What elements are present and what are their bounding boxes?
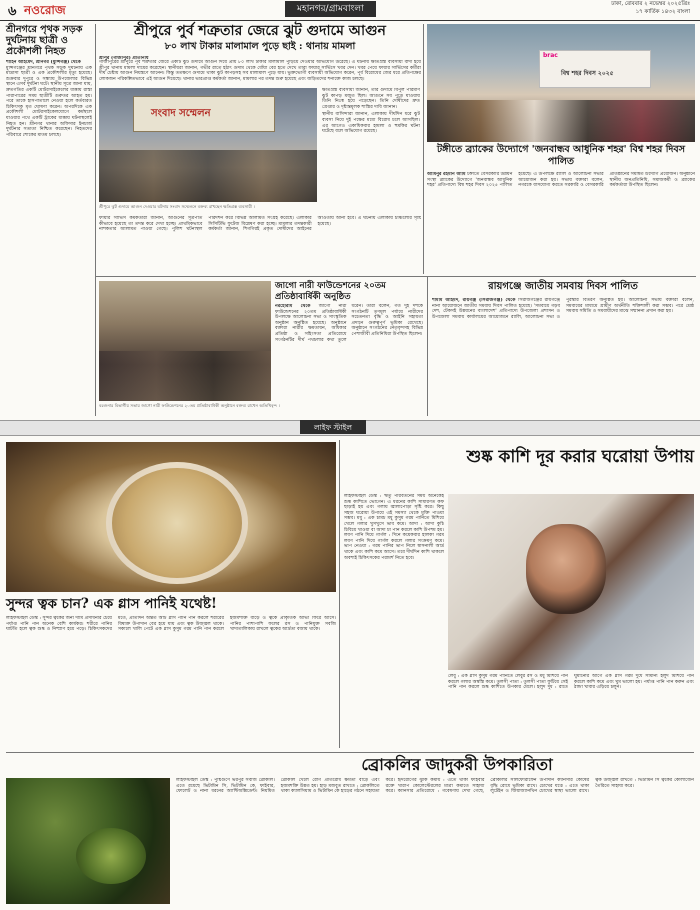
dateline: ঢাকা, রোববার ২ নভেম্বর ২০২৫খ্রিঃ [611, 1, 690, 7]
section-label: মহানগর/গ্রামবাংলা [285, 1, 376, 17]
broccoli-body: লাইফস্টাইল ডেস্ক : পুষ্টিগুণে ভরপুর সবজি ব্রোকলি। এতে রয়েছে ভিটামিন সি, ভিটামিন কে, ফাইবার, ফোলেট ও নানা ধরনের অ্যান্টিঅক্সিডেন্ট। নিয়মিত ব্রোকলি খেলে রোগ প্রতিরোধ ক্ষমতা বাড়ে এবং হজমশক্তি উন্নত হয়। হাড় মজবুত রাখতে : ব্রোকলিতে থাকা ক্যালসিয়াম ও ভিটামিন কে হাড়ের গঠনে সহায়তা করে। হৃদরোগের ঝুঁকি কমায় : এতে থাকা ফাইবার রক্তে খারাপ কোলেস্টেরলের মাত্রা কমাতে সাহায্য করে। ক্যানসার প্রতিরোধে : গবেষণায় দেখা গেছে, ব্রোকলির সালফোরাফেন উপাদান ক্যানসার কোষের বৃদ্ধি রোধে ভূমিকা রাখে। চোখের যত্নে : এতে থাকা লুটেইন ও জিয়াজ্যানথিন চোখের স্বাস্থ্য ভালো রাখে। ত্বক উজ্জ্বল রাখতে : ভিটামিন সি ত্বকের কোলাজেন তৈরিতে সাহায্য করে। [176, 778, 694, 795]
brac-banner-text: বিশ্ব শহর দিবস ২০২৫ [561, 70, 614, 77]
lead-byline: শ্রীপুর (গাজীপুর) প্রতিনিধি [99, 56, 149, 61]
naari-dateline: নরহোরাম থেকে [275, 304, 311, 309]
naari-photo-caption: বরগুনার বিভাগীয় সভায় জাগো নারী ফাউন্ডেশনের ২০তম প্রতিষ্ঠাবার্ষিকী অনুষ্ঠানে বক্তব্য রাখেন অতিথিবৃন্দ । [99, 403, 280, 408]
page-number: ৬ [8, 4, 17, 19]
water-glass-photo [6, 442, 336, 592]
raipur-byline: শামীম আহমদ, রায়গঞ্জ (সিরাজগঞ্জ) থেকে [432, 298, 516, 303]
brac-byline: আমিনুর রহমান আমি [427, 172, 466, 177]
brac-rally-photo [427, 24, 695, 142]
naari-body [275, 304, 423, 412]
lead-body-right: ক্ষতিগ্রস্ত ব্যবসায়ী জানান, তার গুদামে বিপুল পরিমাণ ঝুট কাপড় মজুত ছিল। আগুনে সব পুড়ে যাওয়ায় তিনি নিঃস্ব হয়ে পড়েছেন। তিনি দোষীদের দ্রুত গ্রেপ্তার ও দৃষ্টান্তমূলক শাস্তির দাবি জানান। স্থানীয় বাসিন্দারা জানান, এলাকায় দীর্ঘদিন ধরে ঝুট ব্যবসা নিয়ে দুই পক্ষের মধ্যে বিরোধ চলে আসছিল। এর আগেও একাধিকবার হামলা ও হুমকির ঘটনা ঘটেছে বলে অভিযোগ রয়েছে। [322, 88, 420, 135]
woman-coughing-photo [448, 494, 694, 670]
left-story-body: মুন্সিগঞ্জের শ্রীনগরে পৃথক সড়ক দুর্ঘটনায় এক মাদ্রাসা ছাত্রী ও এক প্রকৌশলীর মৃত্যু হয়েছে। শুক্রবার দুপুরে ও সন্ধ্যায় উপজেলার বিভিন্ন স্থানে এসব দুর্ঘটনা ঘটে। স্থানীয় সূত্রে জানা যায়, দ্রুতগতির একটি মোটরসাইকেলের ধাক্কায় রাস্তা পারাপারের সময় ছাত্রীটি গুরুতর আহত হয়। পরে তাকে হাসপাতালে নেওয়া হলে কর্তব্যরত চিকিৎসক মৃত ঘোষণা করেন। অপরদিকে এক প্রকৌশলী মোটরসাইকেলযোগে কর্মস্থলে যাওয়ার পথে একটি ট্রাকের ধাক্কায় ঘটনাস্থলেই নিহত হন। শ্রীনগর থানার অফিসার ইনচার্জ দুর্ঘটনার সত্যতা নিশ্চিত করেছেন। নিহতদের পরিবারে শোকের মাতম চলছে। [6, 65, 92, 138]
lead-subheadline: ৮০ লাখ টাকার মালামাল পুড়ে ছাই : থানায় মামলা [164, 41, 356, 52]
raipur-headline: রায়গঞ্জে জাতীয় সমবায় দিবস পালিত [488, 281, 638, 292]
broccoli-photo [6, 778, 170, 904]
brac-body [427, 172, 695, 272]
brac-body-text: টঙ্গীতে বেসরকারি উন্নয়ন সংস্থা ব্র্যাকের উদ্যোগে 'জনবান্ধব আধুনিক শহর' প্রতিপাদ্যে বিশ্ব শহর দিবস ২০২৫ পালিত হয়েছে। এ উপলক্ষে র‌্যালি ও আলোচনা সভার আয়োজন করা হয়। সভায় বক্তারা বলেন, নগরকে বাসযোগ্য করতে সরকারি ও বেসরকারি প্রতিষ্ঠানের সমন্বিত উদ্যোগ প্রয়োজন। অনুষ্ঠানে স্থানীয় জনপ্রতিনিধি, সমাজকর্মী ও ব্র্যাকের কর্মকর্তারা উপস্থিত ছিলেন। [427, 172, 695, 189]
naari-meeting-photo [99, 281, 271, 401]
cough-body: লাইফস্টাইল ডেস্ক : ঋতু পরিবর্তনের সময় অনেকেই শুষ্ক কাশিতে ভোগেন। এ ধরনের কাশি সাধারণত কফ ছাড়াই হয় এবং গলায় জ্বালাপোড়া সৃষ্টি করে। কিছু সহজ ঘরোয়া উপায়ে এই সমস্যা থেকে মুক্তি পাওয়া সম্ভব। মধু : এক চামচ মধু কুসুম গরম পানিতে মিশিয়ে খেলে গলার খুসখুসে ভাব কমে। আদা : আদা কুচি চিবিয়ে খাওয়া বা আদা চা পান করলে কাশি উপশম হয়। লবণ পানি দিয়ে গার্গল : দিনে কয়েকবার হালকা গরম লবণ পানি দিয়ে গার্গল করলে গলার সংক্রমণ কমে। ভাপ নেওয়া : গরম পানির ভাপ নিলে শ্বাসনালী আর্দ্র থাকে এবং কাশি কমে আসে। তবে দীর্ঘদিন কাশি থাকলে অবশ্যই চিকিৎসকের পরামর্শ নিতে হবে। [344, 494, 444, 561]
lifestyle-band [0, 420, 700, 436]
newspaper-logo: নওরোজ [24, 3, 66, 17]
lead-photo-caption: শ্রীপুরে ঝুট গুদামে আগুন দেওয়ার ঘটনায় সংবাদ সম্মেলনে বক্তব্য রাখছেন ক্ষতিগ্রস্ত ব্যবসায়ী । [99, 204, 255, 209]
left-story [6, 24, 92, 418]
banner-text: সংবাদ সম্মেলন [151, 108, 211, 119]
raipur-body [432, 298, 694, 416]
broccoli-headline: ব্রোকলির জাদুকরী উপকারিতা [361, 755, 553, 774]
cough-headline: শুষ্ক কাশি দূর করার ঘরোয়া উপায় [466, 447, 694, 467]
lead-headline: শ্রীপুরে পুর্ব শত্রুতার জেরে ঝুট গুদামে আগুন [134, 23, 386, 39]
lead-body-lower: ফায়ার সার্ভিস কর্মকর্তারা জানান, আগুনের সূত্রপাত কীভাবে হয়েছে তা তদন্ত করে দেখা হচ্ছে। প্রাথমিকভাবে নাশকতার আলামত পাওয়া গেছে। পুলিশ ঘটনাস্থল পরিদর্শন করে বিভিন্ন আলামত সংগ্রহ করেছে। এলাকার সিসিটিভি ফুটেজ বিশ্লেষণ করা হচ্ছে। মামলার তদন্তকারী কর্মকর্তা জানান, শিগগিরই প্রকৃত দোষীদের আইনের আওতায় আনা হবে। এ ঘটনায় এলাকায় চাঞ্চল্যের সৃষ্টি হয়েছে। [99, 216, 421, 233]
date-bengali: ১৭ কার্তিক ১৪৩২ বাংলা [635, 9, 690, 15]
naari-body-text: জাগো নারী ফাউন্ডেশনের ২০তম প্রতিষ্ঠাবার্ষিকী উপলক্ষে আলোচনা সভা ও সাংস্কৃতিক অনুষ্ঠান অনুষ্ঠিত হয়েছে। অনুষ্ঠানে বক্তারা নারীর ক্ষমতায়ন, অধিকার প্রতিষ্ঠা ও সহিংসতা প্রতিরোধে সংগঠনটির দীর্ঘ পথচলার কথা তুলে ধরেন। তারা বলেন, গত দুই দশকে সংগঠনটি তৃণমূল পর্যায়ে নারীদের সচেতনতা বৃদ্ধি ও আইনি সহায়তা প্রদানে গুরুত্বপূর্ণ ভূমিকা রেখেছে। অনুষ্ঠানে সংগঠনের নেতৃবৃন্দসহ বিভিন্ন পেশাজীবী প্রতিনিধিরা উপস্থিত ছিলেন। [275, 304, 423, 343]
left-story-headline: শ্রীনগরে পৃথক সড়ক দুর্ঘটনায় ছাত্রী ও প্রকৌশলী নিহত [6, 24, 83, 57]
lifestyle-label: লাইফ স্টাইল [300, 420, 366, 434]
naari-headline: জাগো নারী ফাউন্ডেশনের ২০তম প্রতিষ্ঠাবার্ষিকী অনুষ্ঠিত [275, 281, 386, 302]
press-conference-photo [99, 88, 317, 202]
cough-body-lower: লেবু : এক গ্লাস কুসুম গরম পানিতে লেবুর রস ও মধু মিশিয়ে পান করলে গলার অস্বস্তি কমে। তুলসী পাতা : তুলসী পাতা ফুটিয়ে সেই পানি পান করলে শুষ্ক কাশিতে উপকার মেলে। হলুদ দুধ : রাতে ঘুমানোর আগে এক গ্লাস গরম দুধে সামান্য হলুদ মিশিয়ে পান করলে কাশি কমে এবং ঘুম ভালো হয়। পর্যাপ্ত পানি পান করুন এবং ঠান্ডা খাবার এড়িয়ে চলুন। [448, 674, 694, 691]
skin-headline: সুন্দর ত্বক চান? এক গ্লাস পানিই যথেষ্ট! [6, 596, 217, 612]
brac-banner-logo: brac [543, 52, 558, 59]
glass-rim [106, 462, 248, 584]
raipur-body-text: সিরাজগঞ্জের রায়গঞ্জে নানা আয়োজনে জাতীয় সমবায় দিবস পালিত হয়েছে। 'সমবায়ে গড়ব দেশ, টেকসই উন্নয়নের বাংলাদেশ' প্রতিপাদ্যে উপজেলা প্রশাসন ও উপজেলা সমবায় কার্যালয়ের আয়োজনে র‌্যালি, আলোচনা সভা ও পুরস্কার বিতরণ অনুষ্ঠিত হয়। আলোচনা সভায় বক্তারা বলেন, সমবায়ের মাধ্যমে গ্রামীণ অর্থনীতি শক্তিশালী করা সম্ভব। পরে শ্রেষ্ঠ সমবায় সমিতি ও সমবায়ীদের মাঝে সম্মাননা প্রদান করা হয়। [432, 298, 694, 320]
skin-body: লাইফস্টাইল ডেস্ক : সুন্দর ত্বকের জন্য দামি প্রসাধনীর চেয়ে পর্যাপ্ত পানি পান অনেক বেশি কার্যকর। শরীরে পানির ঘাটতি হলে ত্বক শুষ্ক ও নিষ্প্রাণ হয়ে পড়ে। চিকিৎসকদের মতে, প্রতিদিন অন্তত আট গ্লাস পানি পান করলে শরীরের বিষাক্ত উপাদান বের হয়ে যায় এবং ত্বক উজ্জ্বল থাকে। সকালে খালি পেটে এক গ্লাস কুসুম গরম পানি পান করলে হজমশক্তি বাড়ে ও ত্বকে প্রাকৃতিক আভা ফিরে আসে। পানির পাশাপাশি ফলের রস ও পানিযুক্ত সবজি খাদ্যতালিকায় রাখলে ত্বকের আর্দ্রতা বজায় থাকে। [6, 616, 336, 633]
lead-body: গাজীপুরের শ্রীপুরে পূর্ব শত্রুতার জেরে একটি ঝুট গুদামে আগুন দিয়ে প্রায় ৮০ লাখ টাকার মালামাল পুড়িয়ে দেওয়ার অভিযোগ উঠেছে। এ ঘটনায় ক্ষতিগ্রস্ত ব্যবসায়ী বাদী হয়ে শ্রীপুর থানায় মামলা দায়ের করেছেন। স্থানীয়রা জানান, গভীর রাতে হঠাৎ গুদাম থেকে ধোঁয়া বের হতে দেখে তারা ফায়ার সার্ভিসে খবর দেন। খবর পেয়ে ফায়ার সার্ভিসের কর্মীরা দীর্ঘ চেষ্টায় আগুন নিয়ন্ত্রণে আনেন। কিন্তু ততক্ষণে গুদামে থাকা ঝুট কাপড়সহ সব মালামাল পুড়ে যায়। ভুক্তভোগী ব্যবসায়ী অভিযোগ করেন, পূর্ব বিরোধের জের ধরে প্রতিপক্ষের লোকজন পরিকল্পিতভাবে এই আগুন দিয়েছে। থানার ভারপ্রাপ্ত কর্মকর্তা জানান, মামলার পর তদন্ত শুরু হয়েছে এবং জড়িতদের শনাক্তে কাজ চলছে। [99, 60, 421, 82]
brac-headline: টঙ্গীতে ব্র্যাকের উদ্যোগে 'জনবান্ধব আধুনিক শহর' বিশ্ব শহর দিবস পালিত [437, 144, 685, 167]
left-story-byline: শাহিন আহমেদ, শ্রীনগর (মুন্সিগঞ্জ) থেকে [6, 60, 81, 65]
masthead [0, 0, 700, 21]
